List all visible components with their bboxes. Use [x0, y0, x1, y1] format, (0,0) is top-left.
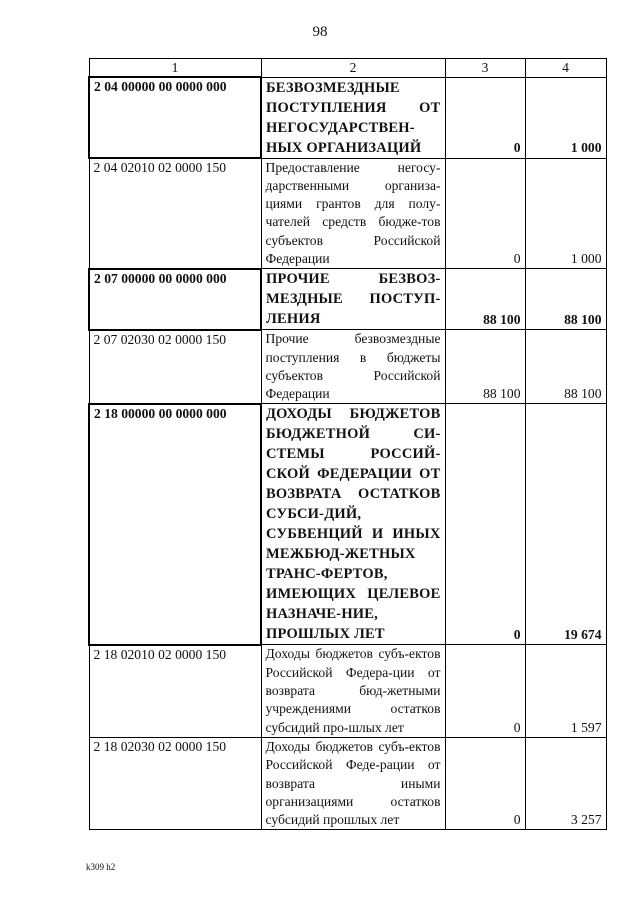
value-col-4: 88 100 [525, 269, 606, 330]
value-col-3: 88 100 [445, 269, 525, 330]
table-row [89, 269, 606, 330]
value-col-4: 1 000 [525, 158, 606, 269]
budget-code: 2 07 02030 02 0000 150 [89, 330, 261, 404]
revenue-name: Предоставление негосу-дарственными организа-циями грантов для полу-чателей средств бюдже-тов субъектов Российской Федерации [261, 158, 445, 269]
value-col-3: 0 [445, 404, 525, 645]
budget-code: 2 18 00000 00 0000 000 [89, 404, 261, 645]
table-header-row [89, 59, 606, 78]
revenue-name: Доходы бюджетов субъ-ектов Российской Феде-рации от возврата иными организациями остатков субсидий прошлых лет [261, 737, 445, 829]
value-col-4: 3 257 [525, 737, 606, 829]
value-col-4: 1 597 [525, 645, 606, 737]
value-col-4: 19 674 [525, 404, 606, 645]
value-col-3: 0 [445, 737, 525, 829]
table-row [89, 645, 606, 737]
table-row [89, 77, 606, 158]
revenue-name: Доходы бюджетов субъ-ектов Российской Федера-ции от возврата бюд-жетными учреждениями остатков субсидий про-шлых лет [261, 645, 445, 737]
value-col-3: 0 [445, 77, 525, 158]
revenue-table [88, 58, 607, 830]
column-header-2: 2 [261, 59, 445, 78]
table-row [89, 737, 606, 829]
column-header-1: 1 [89, 59, 261, 78]
value-col-3: 0 [445, 645, 525, 737]
footer-code: k309 h2 [86, 862, 116, 872]
revenue-name: ПРОЧИЕ БЕЗВОЗ-МЕЗДНЫЕ ПОСТУП-ЛЕНИЯ [261, 269, 445, 330]
budget-code: 2 04 00000 00 0000 000 [89, 77, 261, 158]
table-row [89, 404, 606, 645]
table-row [89, 158, 606, 269]
column-header-4: 4 [525, 59, 606, 78]
value-col-4: 1 000 [525, 77, 606, 158]
budget-code: 2 04 02010 02 0000 150 [89, 158, 261, 269]
column-header-3: 3 [445, 59, 525, 78]
value-col-3: 0 [445, 158, 525, 269]
revenue-name: ДОХОДЫ БЮДЖЕТОВ БЮДЖЕТНОЙ СИ-СТЕМЫ РОССИЙ-СКОЙ ФЕДЕРАЦИИ ОТ ВОЗВРАТА ОСТАТКОВ СУБСИ-ДИЙ, СУБВЕНЦИЙ И ИНЫХ МЕЖБЮД-ЖЕТНЫХ ТРАНС-ФЕРТОВ, ИМЕЮЩИХ ЦЕЛЕВОЕ НАЗНАЧЕ-НИЕ, ПРОШЛЫХ ЛЕТ [261, 404, 445, 645]
table-row [89, 330, 606, 404]
value-col-3: 88 100 [445, 330, 525, 404]
page-number: 98 [312, 24, 328, 40]
budget-code: 2 07 00000 00 0000 000 [89, 269, 261, 330]
budget-code: 2 18 02010 02 0000 150 [89, 645, 261, 737]
value-col-4: 88 100 [525, 330, 606, 404]
budget-code: 2 18 02030 02 0000 150 [89, 737, 261, 829]
revenue-name: БЕЗВОЗМЕЗДНЫЕ ПОСТУПЛЕНИЯ ОТ НЕГОСУДАРСТВЕН-НЫХ ОРГАНИЗАЦИЙ [261, 77, 445, 158]
revenue-name: Прочие безвозмездные поступления в бюджеты субъектов Российской Федерации [261, 330, 445, 404]
